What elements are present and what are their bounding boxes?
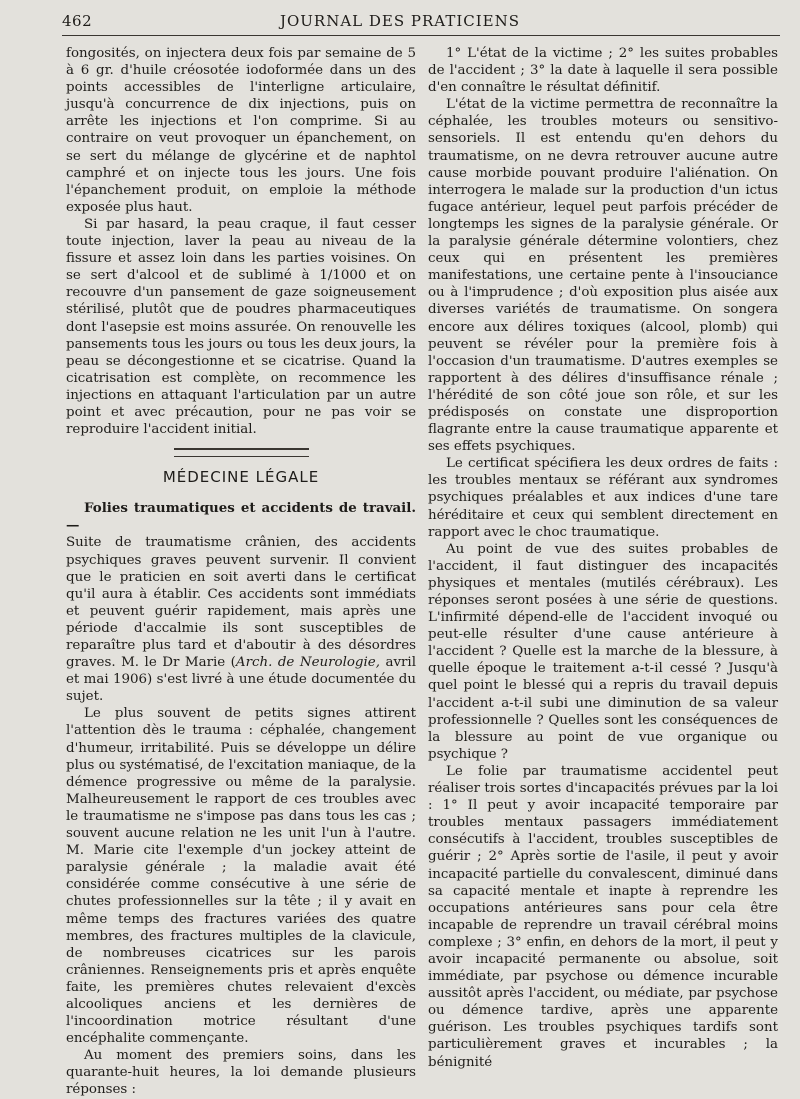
paragraph: Au moment des premiers soins, dans les quarante-huit heures, la loi demande plusieurs réponses : — [66, 1048, 416, 1098]
header-rule — [62, 35, 780, 36]
paragraph: Si par hasard, la peau craque, il faut cesser toute injection, laver la peau au niveau de la fissure et assez loin dans les parties voisines. On se sert d'alcool et de sublimé à 1/1000 et on recouvre d'un pansement de gaze soigneusement stérilisé, plutôt que de poudres pharmaceutiques dont l'asepsie est moins assurée. On renouvelle les pansements tous les jours ou tous les deux jours, la peau se décongestionne et se cicatrise. Quand la cicatrisation est complète, on recommence les injections en attaquant l'articulation par un autre point et avec précaution, pour ne pas voir se reproduire l'accident initial. — [66, 216, 416, 438]
paragraph: Au point de vue des suites probables de l'accident, il faut distinguer des incapacités physiques et mentales (mutilés cérébraux). Les réponses seront posées à une série de questions. L'infirmité dépend-elle de l'accident invoqué ou peut-elle résulter d'une cause antérieure à l'accident ? Quelle est la marche de la blessure, à quelle époque le traitement a-t-il cessé ? Jusqu'à quel point le blessé qui a repris du travail depuis l'accident a-t-il subi une diminution de sa valeur professionnelle ? Quelles sont les conséquences de la blessure au point de vue organique ou psychique ? — [428, 541, 778, 762]
paragraph: Le certificat spécifiera les deux ordres de faits : les troubles mentaux se référant aux syndromes psychiques préalables et aux indices d'une tare héréditaire et ceux qui semblent directement en rapport avec le choc traumatique. — [428, 456, 778, 540]
journal-reference: Arch. de Neurologie, — [235, 655, 380, 671]
paragraph: Le plus souvent de petits signes attirent l'attention dès le trauma : céphalée, changement d'humeur, irritabilité. Puis se développe un délire plus ou systématisé, de l'excitation maniaque, de la démence progressive ou même de la paralysie. Malheureusement le rapport de ces troubles avec le traumatisme ne s'impose pas dans tous les cas ; souvent aucune relation ne les unit l'un à l'autre. M. Marie cite l'exemple d'un jockey atteint de paralysie générale ; la maladie avait été considérée comme consécutive à une série de chutes professionnelles sur la tête ; il y avait en même temps des fractures variées des quatre membres, des fractures multiples de la clavicule, de nombreuses cicatrices sur les parois crâniennes. Renseignements pris et après enquête faite, les premières chutes relevaient d'excès alcooliques anciens et les dernières de l'incoordination motrice résultant d'une encéphalite commençante. — [66, 706, 416, 1047]
page-header — [0, 0, 800, 40]
section-title: MÉDECINE LÉGALE — [162, 468, 320, 487]
right-column — [428, 45, 778, 1071]
section-divider — [174, 448, 309, 457]
text-run: avril et mai 1906) s'est livré à une étude documentée du sujet. — [66, 655, 416, 705]
paragraph: L'état de la victime permettra de reconnaître la céphalée, les troubles moteurs ou sensitivo-sensoriels. Il est entendu qu'en dehors du traumatisme, on ne devra retrouver aucune autre cause morbide pouvant produire l'aliénation. On interrogera le malade sur la production d'un ictus fugace antérieur, lequel peut parfois précéder de longtemps les signes de la paralysie générale. Or la paralysie générale détermine volontiers, chez ceux qui en présentent les premières manifestations, une certaine pente à l'insouciance ou à l'imprudence ; d'où exposition plus aisée aux diverses variétés de traumatisme. On songera encore aux délires toxiques (alcool, plomb) qui peuvent se révéler pour la première fois à l'occasion d'un traumatisme. D'autres exemples se rapportent à des délires d'insuffisance rénale ; l'hérédité de son côté joue son rôle, et sur les prédisposés on constate une disproportion flagrante entre la cause traumatique apparente et ses effets psychiques. — [428, 97, 778, 455]
paragraph: 1° L'état de la victime ; 2° les suites probables de l'accident ; 3° la date à laquelle il sera possible d'en connaître le résultat définitif. — [428, 46, 778, 96]
paragraph — [66, 534, 416, 705]
running-title: JOURNAL DES PRATICIENS — [279, 12, 521, 30]
text-run: Suite de traumatisme crânien, des accidents psychiques graves peuvent survenir. Il convient que le praticien en soit averti dans le certificat qu'il aura à établir. Ces accidents sont immédiats et peuvent guérir rapidement, mais après une période d'accalmie ils sont susceptibles de reparaître plus tard et d'aboutir à des désordres graves. M. le Dr Marie ( — [66, 535, 416, 671]
article-title: Folies traumatiques et accidents de travail. — — [66, 500, 416, 534]
page-number: 462 — [62, 12, 93, 30]
paragraph: fongosités, on injectera deux fois par semaine de 5 à 6 gr. d'huile créosotée iodoformée dans un des points accessibles de l'interligne articulaire, jusqu'à concurrence de dix injections, puis on arrête les injections et l'on comprime. Si au contraire on veut provoquer un épanchement, on se sert du mélange de glycérine et de naphtol camphré et on injecte tous les jours. Une fois l'épanchement produit, on emploie la méthode exposée plus haut. — [66, 46, 416, 215]
left-column — [66, 45, 416, 1099]
paragraph: Le folie par traumatisme accidentel peut réaliser trois sortes d'incapacités prévues par la loi : 1° Il peut y avoir incapacité temporaire par troubles mentaux passagers immédiatement consécutifs à l'accident, troubles susceptibles de guérir ; 2° Après sortie de l'asile, il peut y avoir incapacité partielle du convalescent, diminué dans sa capacité mentale et inapte à reprendre les occupations antérieures sans pour cela être incapable de reprendre un travail cérébral moins complexe ; 3° enfin, en dehors de la mort, il peut y avoir incapacité permanente ou absolue, soit immédiate, par psychose ou démence incurable aussitôt après l'accident, ou médiate, par psychose ou démence tardive, après une apparente guérison. Les troubles psychiques tardifs sont particulièrement graves et incurables ; la bénignité — [428, 763, 778, 1070]
